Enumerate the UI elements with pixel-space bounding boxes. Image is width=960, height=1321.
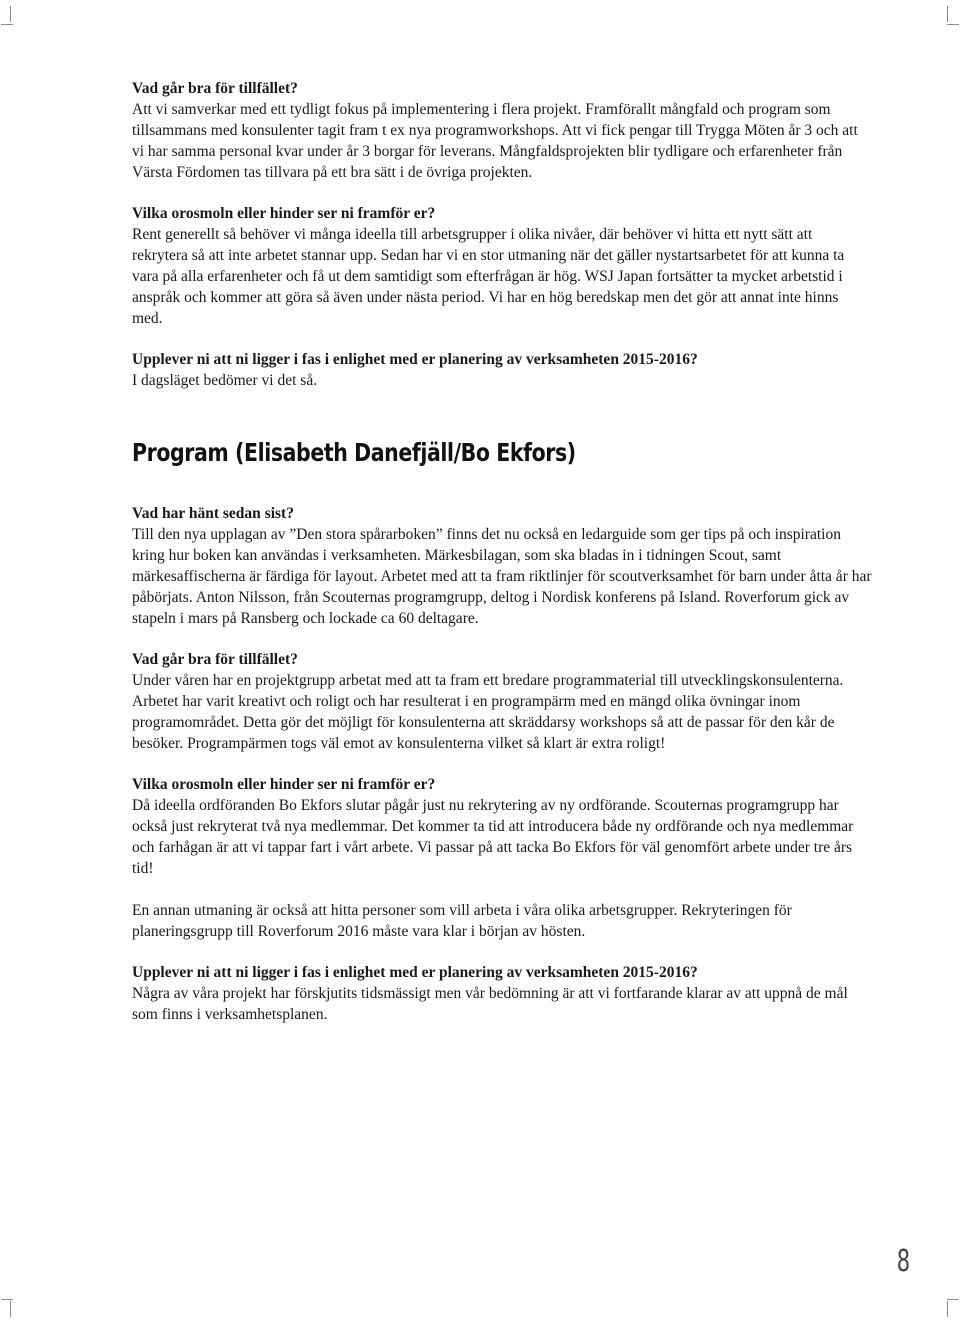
section-paragraph: Rent generellt så behöver vi många ideella till arbetsgrupper i olika nivåer, där behöver vi hitta ett nytt sätt att rekrytera så att inte arbetet stannar upp. Sedan har vi en stor utmaning när det gäller nystartsarbetet för att kunna ta vara på alla erfarenheter och få ut dem samtidigt som efterfrågan är hög. WSJ Japan fortsätter ta mycket arbetstid i anspråk och kommer att göra så även under nästa period. Vi har en hög beredskap men det gör att annat inte hinns med. — [132, 226, 845, 327]
section-paragraph: Att vi samverkar med ett tydligt fokus på implementering i flera projekt. Framförallt mångfald och program som tillsammans med konsulenter tagit fram t ex nya programworkshops. Att vi fick pengar till Trygga Möten år 3 och att vi har samma personal kvar under år 3 borgar för leverans. Mångfaldsprojekten blir tydligare och erfarenheter från Värsta Fördomen tas tillvara på ett bra sätt i de övriga projekten. — [132, 101, 858, 181]
section-paragraph: Några av våra projekt har förskjutits tidsmässigt men vår bedömning är att vi fortfarande klarar av att uppnå de mål som finns i verksamhetsplanen. — [132, 985, 848, 1023]
page-body — [132, 78, 872, 1045]
section-heading: Vilka orosmoln eller hinder ser ni framför er? — [132, 205, 436, 222]
section-heading: Upplever ni att ni ligger i fas i enlighet med er planering av verksamheten 2015-2016? — [132, 351, 698, 368]
section-heading: Vilka orosmoln eller hinder ser ni framför er? — [132, 776, 436, 793]
program-section-news — [132, 503, 872, 629]
crop-mark-top-left — [10, 6, 27, 22]
section-concerns — [132, 203, 872, 329]
page-number: 8 — [896, 1244, 910, 1279]
program-section-title: Program (Elisabeth Danefjäll/Bo Ekfors) — [132, 438, 576, 467]
crop-mark-bottom-right — [931, 1301, 948, 1317]
section-paragraph: Under våren har en projektgrupp arbetat med att ta fram ett bredare programmaterial till utvecklingskonsulenterna. Arbetet har varit kreativt och roligt och har resulterat i en programpärm med en mängd olika övningar inom programområdet. Detta gör det möjligt för konsulenterna att skräddarsy workshops så att de passar för den kår de besöker. Programpärmen togs väl emot av konsulenterna vilket så klart är extra roligt! — [132, 672, 844, 752]
program-section-going-well — [132, 649, 872, 754]
crop-mark-bottom-left — [10, 1301, 27, 1317]
crop-mark-top-right — [931, 6, 948, 22]
section-going-well — [132, 78, 872, 183]
section-heading: Vad går bra för tillfället? — [132, 651, 298, 668]
section-paragraph: En annan utmaning är också att hitta personer som vill arbeta i våra olika arbetsgrupper. Rekryteringen för planeringsgrupp till Roverforum 2016 måste vara klar i början av hösten. — [132, 902, 792, 940]
program-section-on-track — [132, 962, 872, 1025]
section-heading: Vad går bra för tillfället? — [132, 80, 298, 97]
section-heading: Vad har hänt sedan sist? — [132, 505, 294, 522]
section-paragraph: Då ideella ordföranden Bo Ekfors slutar pågår just nu rekrytering av ny ordförande. Scouternas programgrupp har också just rekryterat två nya medlemmar. Det kommer ta tid att introducera både ny ordförande och nya medlemmar och farhågan är att vi tappar fart i vårt arbete. Vi passar på att tacka Bo Ekfors för väl genomfört arbete under tre års tid! — [132, 797, 854, 877]
section-heading: Upplever ni att ni ligger i fas i enlighet med er planering av verksamheten 2015-2016? — [132, 964, 698, 981]
section-on-track — [132, 349, 872, 391]
section-paragraph: I dagsläget bedömer vi det så. — [132, 372, 318, 389]
section-paragraph: Till den nya upplagan av ”Den stora spårarboken” finns det nu också en ledarguide som ger tips på och inspiration kring hur boken kan användas i verksamheten. Märkesbilagan, som ska bladas in i tidningen Scout, samt märkesaffischerna är färdiga för layout. Arbetet med att ta fram riktlinjer för scoutverksamhet för barn under åtta år har påbörjats. Anton Nilsson, från Scouternas programgrupp, deltog i Nordisk konferens på Island. Roverforum gick av stapeln i mars på Ransberg och lockade ca 60 deltagare. — [132, 526, 872, 627]
program-section-concerns — [132, 774, 872, 942]
